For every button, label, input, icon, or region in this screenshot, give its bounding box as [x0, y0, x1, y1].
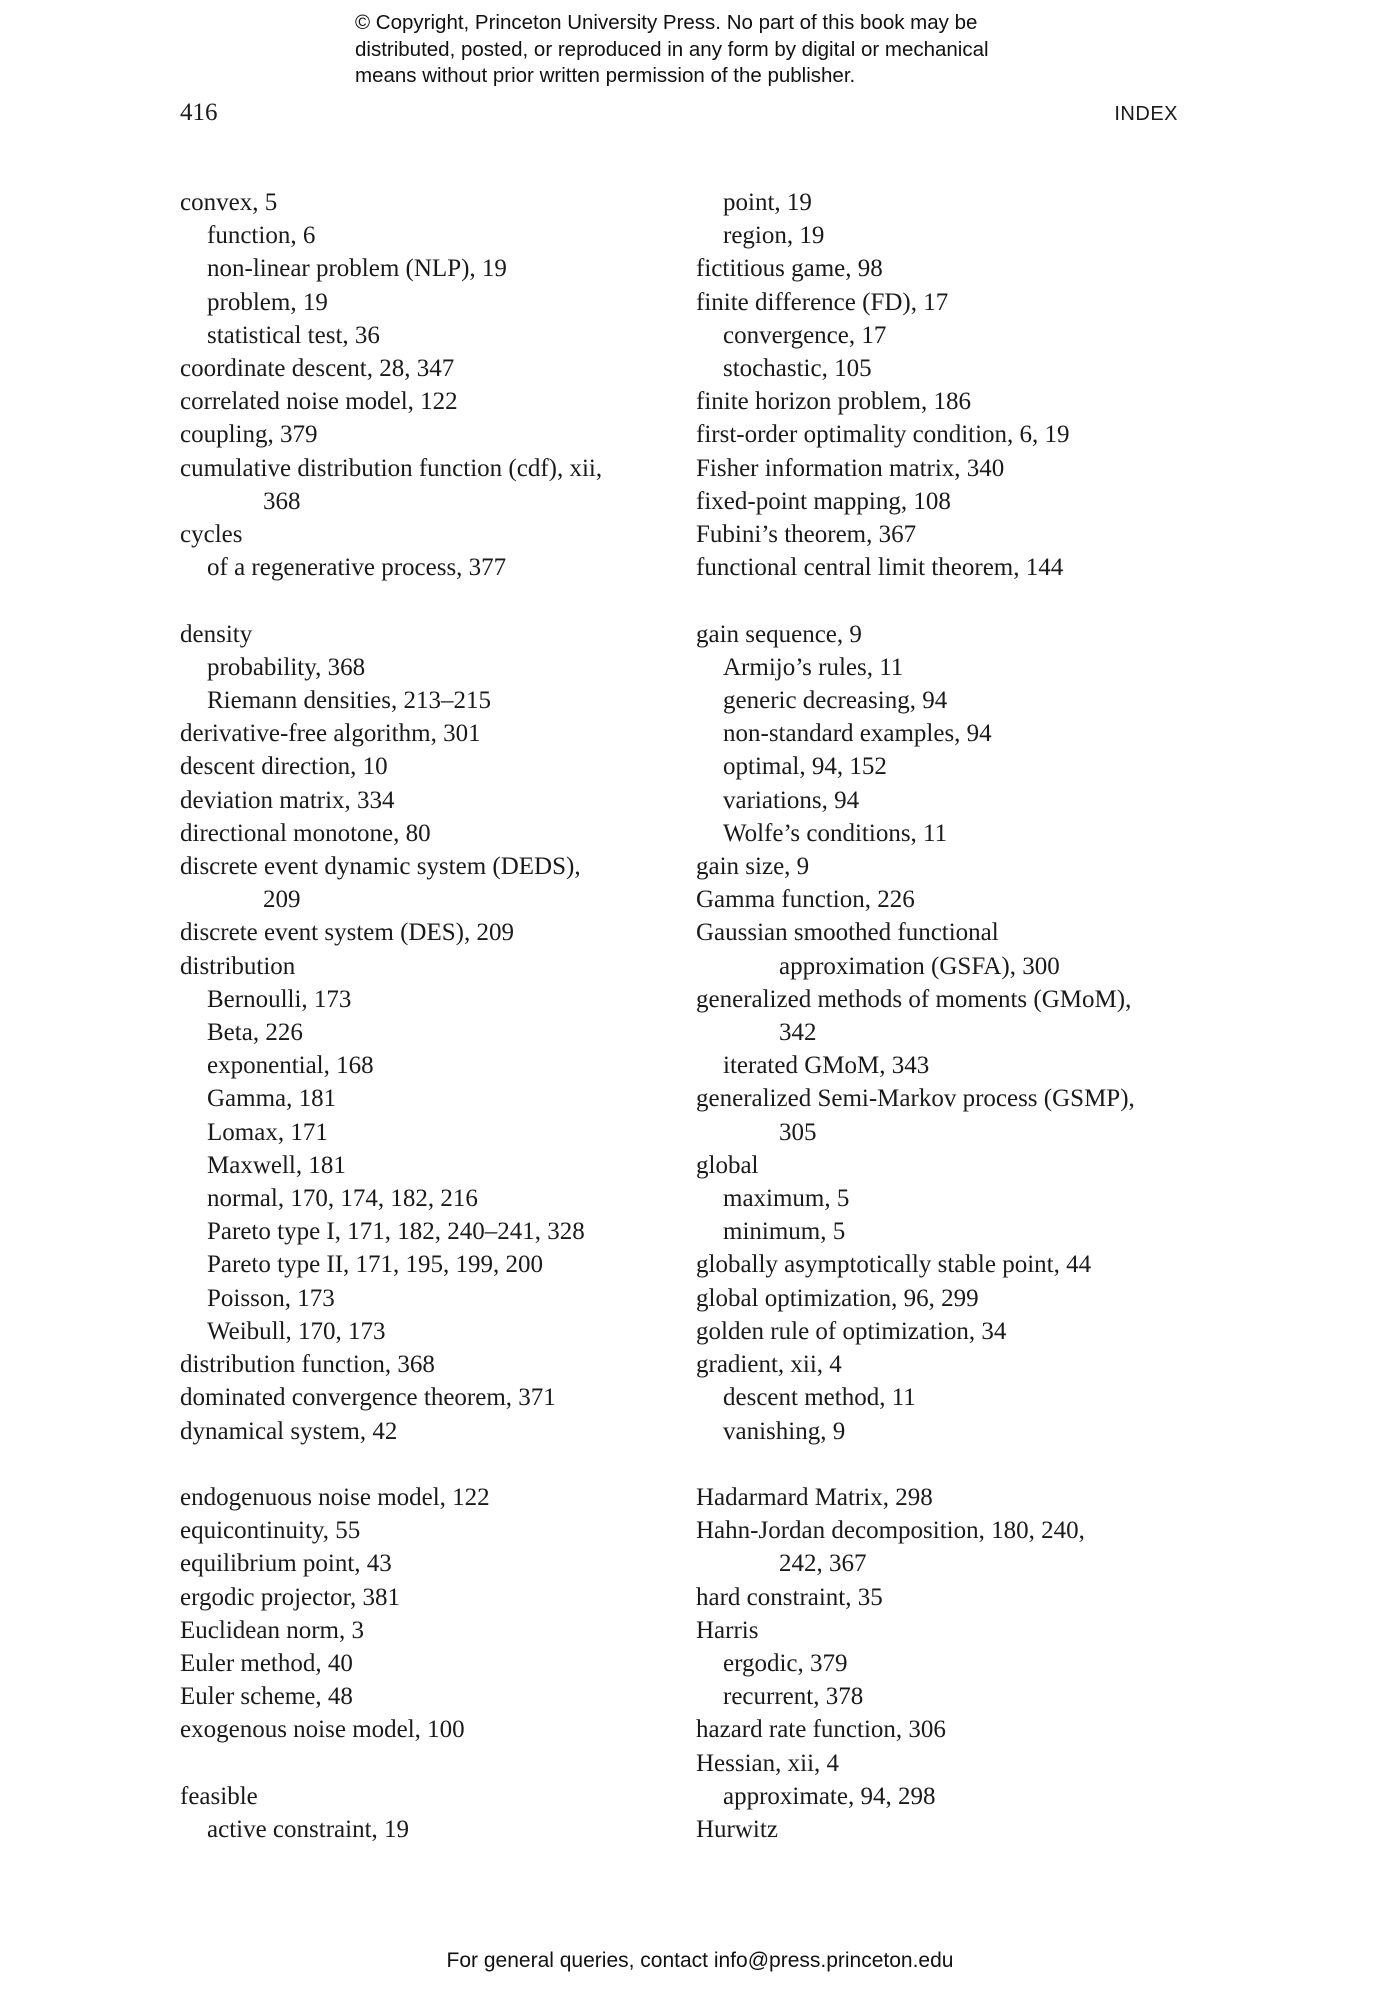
index-entry: global optimization, 96, 299 [696, 1284, 979, 1312]
index-subentry: descent method, 11 [723, 1384, 916, 1412]
index-entry: globally asymptotically stable point, 44 [696, 1251, 1092, 1279]
index-subentry: Wolfe’s conditions, 11 [723, 819, 948, 847]
index-subentry: exponential, 168 [207, 1052, 374, 1080]
index-entry: dominated convergence theorem, 371 [180, 1384, 556, 1412]
index-subentry: ergodic, 379 [723, 1649, 848, 1677]
index-entry: cumulative distribution function (cdf), xii, [180, 454, 603, 482]
index-subentry: Maxwell, 181 [207, 1151, 346, 1179]
letter-group-gap [180, 1747, 700, 1780]
index-entry: deviation matrix, 334 [180, 786, 395, 814]
index-entry: coordinate descent, 28, 347 [180, 355, 455, 383]
index-entry: discrete event system (DES), 209 [180, 919, 514, 947]
index-entry: hazard rate function, 306 [696, 1716, 946, 1744]
letter-group-gap [180, 1448, 700, 1481]
copyright-line: distributed, posted, or reproduced in any form by digital or mechanical [355, 37, 989, 61]
index-subentry: probability, 368 [207, 653, 366, 681]
index-subentry: problem, 19 [207, 288, 328, 316]
footer-contact: For general queries, contact info@press.princeton.edu [446, 1949, 954, 1972]
copyright-notice [355, 10, 1115, 90]
index-entry: gain sequence, 9 [696, 620, 862, 648]
index-subentry: minimum, 5 [723, 1218, 846, 1246]
index-subentry: Pareto type I, 171, 182, 240–241, 328 [207, 1218, 585, 1246]
index-entry: hard constraint, 35 [696, 1583, 883, 1611]
letter-group-gap [696, 584, 1216, 617]
index-entry: Euler method, 40 [180, 1649, 353, 1677]
index-entry: derivative-free algorithm, 301 [180, 720, 481, 748]
index-entry: correlated noise model, 122 [180, 388, 458, 416]
index-subentry: of a regenerative process, 377 [207, 554, 507, 582]
index-column-right [696, 186, 1216, 1846]
index-entry: gain size, 9 [696, 853, 810, 881]
index-subentry: normal, 170, 174, 182, 216 [207, 1185, 478, 1213]
index-subentry: iterated GMoM, 343 [723, 1052, 930, 1080]
index-entry: Hahn-Jordan decomposition, 180, 240, [696, 1517, 1085, 1545]
index-entry: equicontinuity, 55 [180, 1517, 361, 1545]
index-entry: Hessian, xii, 4 [696, 1749, 840, 1777]
index-subentry: Weibull, 170, 173 [207, 1317, 386, 1345]
index-entry: coupling, 379 [180, 421, 318, 449]
index-entry: descent direction, 10 [180, 753, 388, 781]
index-subentry: function, 6 [207, 222, 316, 250]
index-entry: fixed-point mapping, 108 [696, 487, 951, 515]
index-subentry: Beta, 226 [207, 1019, 303, 1047]
index-entry: endogenuous noise model, 122 [180, 1483, 490, 1511]
index-entry: cycles [180, 521, 243, 549]
page-number: 416 [180, 99, 218, 126]
index-subentry: approximate, 94, 298 [723, 1782, 936, 1810]
index-entry: finite horizon problem, 186 [696, 388, 971, 416]
index-subentry: Gamma, 181 [207, 1085, 337, 1113]
index-entry: convex, 5 [180, 189, 278, 216]
index-subentry: region, 19 [723, 222, 825, 250]
index-subentry: Poisson, 173 [207, 1284, 335, 1312]
index-entry: first-order optimality condition, 6, 19 [696, 421, 1070, 449]
index-entry: feasible [180, 1782, 258, 1810]
index-entry: Euler scheme, 48 [180, 1683, 353, 1711]
index-subentry: maximum, 5 [723, 1185, 850, 1213]
index-entry-continuation: 342 [779, 1019, 817, 1047]
index-entry-continuation: 209 [263, 886, 301, 914]
index-entry: functional central limit theorem, 144 [696, 554, 1064, 582]
copyright-line: means without prior written permission of the publisher. [355, 64, 856, 87]
index-entry: gradient, xii, 4 [696, 1351, 842, 1379]
index-subentry: convergence, 17 [723, 321, 887, 349]
index-entry: Gaussian smoothed functional [696, 919, 999, 947]
copyright-line: © Copyright, Princeton University Press. No part of this book may be [355, 11, 978, 34]
index-entry: exogenous noise model, 100 [180, 1716, 465, 1744]
index-entry: global [696, 1151, 759, 1179]
index-entry: generalized methods of moments (GMoM), [696, 985, 1132, 1013]
index-entry-continuation: approximation (GSFA), 300 [779, 952, 1060, 980]
index-subentry: Lomax, 171 [207, 1118, 328, 1146]
index-entry: Harris [696, 1616, 759, 1644]
index-subentry: recurrent, 378 [723, 1683, 864, 1711]
index-entry: density [180, 620, 253, 648]
index-entry-continuation: 305 [779, 1118, 817, 1146]
index-entry-continuation: 242, 367 [779, 1550, 867, 1578]
index-entry: Hadarmard Matrix, 298 [696, 1483, 933, 1511]
index-entry: discrete event dynamic system (DEDS), [180, 853, 581, 881]
index-subentry: non-standard examples, 94 [723, 720, 992, 748]
index-entry: ergodic projector, 381 [180, 1583, 400, 1611]
index-entry: distribution function, 368 [180, 1351, 435, 1379]
index-subentry: point, 19 [723, 189, 812, 216]
index-entry: Gamma function, 226 [696, 886, 915, 914]
index-subentry: Riemann densities, 213–215 [207, 687, 491, 715]
letter-group-gap [180, 584, 700, 617]
index-subentry: vanishing, 9 [723, 1417, 846, 1445]
index-subentry: generic decreasing, 94 [723, 687, 948, 715]
index-entry: equilibrium point, 43 [180, 1550, 392, 1578]
index-entry: finite difference (FD), 17 [696, 288, 949, 316]
index-entry: Fubini’s theorem, 367 [696, 521, 917, 549]
index-entry: Hurwitz [696, 1815, 778, 1843]
index-entry: distribution [180, 952, 296, 980]
index-entry: generalized Semi-Markov process (GSMP), [696, 1085, 1135, 1113]
index-subentry: optimal, 94, 152 [723, 753, 887, 781]
index-subentry: Armijo’s rules, 11 [723, 653, 904, 681]
index-entry: golden rule of optimization, 34 [696, 1317, 1007, 1345]
running-head: INDEX [1114, 103, 1178, 125]
index-subentry: variations, 94 [723, 786, 860, 814]
index-entry: Fisher information matrix, 340 [696, 454, 1005, 482]
index-entry: directional monotone, 80 [180, 819, 431, 847]
index-entry: dynamical system, 42 [180, 1417, 398, 1445]
index-entry: Euclidean norm, 3 [180, 1616, 364, 1644]
index-subentry: statistical test, 36 [207, 321, 380, 349]
index-subentry: Pareto type II, 171, 195, 199, 200 [207, 1251, 544, 1279]
index-column-left [180, 186, 700, 1846]
index-subentry: non-linear problem (NLP), 19 [207, 255, 507, 283]
index-entry: fictitious game, 98 [696, 255, 883, 283]
index-entry-continuation: 368 [263, 487, 301, 515]
letter-group-gap [696, 1448, 1216, 1481]
index-subentry: stochastic, 105 [723, 355, 872, 383]
index-subentry: active constraint, 19 [207, 1815, 410, 1843]
index-subentry: Bernoulli, 173 [207, 985, 352, 1013]
